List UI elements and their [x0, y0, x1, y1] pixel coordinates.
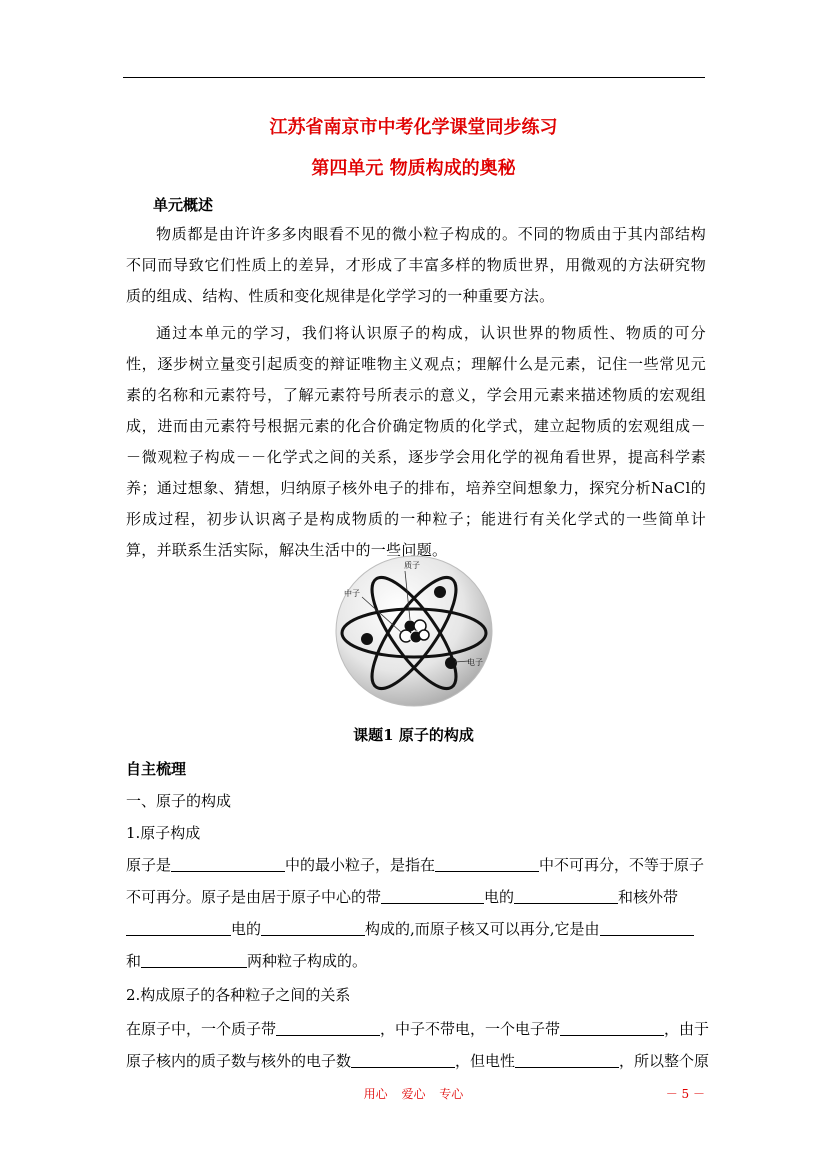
- item-1-title: 1.原子构成: [126, 824, 201, 842]
- nucleus: [400, 620, 429, 643]
- item-1-line-4: 和 两种粒子构成的。: [126, 952, 368, 970]
- fill-blank[interactable]: [276, 1021, 380, 1036]
- fill-blank[interactable]: [126, 921, 231, 936]
- header-rule: [123, 77, 705, 78]
- label-electron: 电子: [467, 658, 483, 667]
- electron-bottom-right: [445, 657, 457, 669]
- electron-top: [434, 586, 446, 598]
- item-2-line-1: 在原子中，一个质子带 ，中子不带电，一个电子带 ，由于: [126, 1020, 710, 1038]
- fill-blank[interactable]: [351, 1053, 455, 1068]
- document-title: 江苏省南京市中考化学课堂同步练习: [269, 117, 558, 138]
- fill-blank[interactable]: [560, 1021, 664, 1036]
- atom-model-figure: [334, 553, 494, 707]
- fill-blank[interactable]: [261, 921, 365, 936]
- lesson-title: 课题1 原子的构成: [353, 726, 474, 744]
- section-atom-structure: 一、原子的构成: [126, 792, 232, 810]
- fill-blank[interactable]: [515, 1053, 619, 1068]
- page-number: － 5 －: [665, 1087, 705, 1101]
- fill-blank[interactable]: [435, 857, 539, 872]
- fill-blank[interactable]: [381, 889, 484, 904]
- item-1-line-3: 电的 构成的,而原子核又可以再分,它是由: [126, 918, 706, 939]
- unit-title: 第四单元 物质构成的奥秘: [311, 158, 516, 179]
- item-1-line-2: 不可再分。原子是由居于原子中心的带 电的 和核外带: [126, 888, 679, 906]
- fill-blank[interactable]: [141, 953, 247, 968]
- fill-blank[interactable]: [600, 921, 694, 936]
- label-proton: 质子: [404, 561, 420, 570]
- overview-paragraph-2: 通过本单元的学习，我们将认识原子的构成，认识世界的物质性、物质的可分性，逐步树立量变引起质变的辩证唯物主义观点；理解什么是元素，记住一些常见元素的名称和元素符号，了解元素符号所表示的意义，学会用元素来描述物质的宏观组成，进而由元素符号根据元素的化合价确定物质的化学式，建立起物质的宏观组成－－微观粒子构成－－化学式之间的关系，逐步学会用化学的视角看世界，提高科学素养；通过想象、猜想，归纳原子核外电子的排布，培养空间想象力，探究分析NaCl的形成过程，初步认识离子是构成物质的一种粒子；能进行有关化学式的一些简单计算，并联系生活实际，解决生活中的一些问题。: [126, 324, 706, 559]
- electron-left: [361, 633, 373, 645]
- overview-heading: 单元概述: [153, 196, 214, 214]
- item-2-line-2: 原子核内的质子数与核外的电子数 ，但电性 ，所以整个原: [126, 1052, 710, 1070]
- review-heading: 自主梳理: [126, 760, 187, 778]
- item-2-title: 2.构成原子的各种粒子之间的关系: [126, 986, 351, 1004]
- fill-blank[interactable]: [514, 889, 618, 904]
- overview-paragraph-1: 物质都是由许许多多肉眼看不见的微小粒子构成的。不同的物质由于其内部结构不同而导致它们性质上的差异，才形成了丰富多样的物质世界，用微观的方法研究物质的组成、结构、性质和变化规律是化学学习的一种重要方法。: [126, 225, 706, 305]
- fill-blank[interactable]: [171, 857, 285, 872]
- footer-motto: 用心 爱心 专心: [363, 1087, 464, 1101]
- label-neutron: 中子: [344, 589, 360, 598]
- item-1-line-1: 原子是 中的最小粒子，是指在 中不可再分，不等于原子: [126, 856, 705, 874]
